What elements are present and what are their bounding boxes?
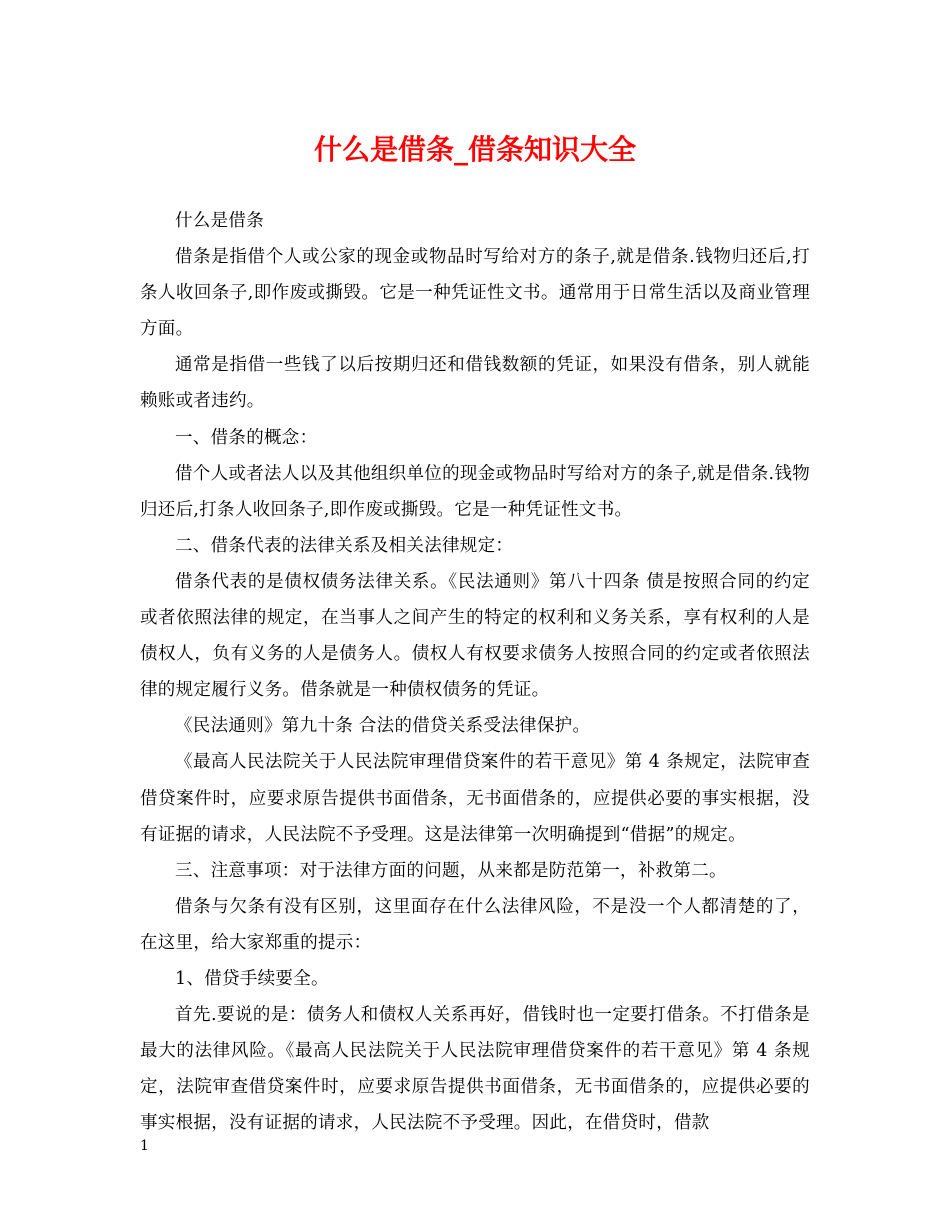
section-heading: 一、借条的概念： [175,427,318,448]
paragraph: 首先.要说的是：债务人和债权人关系再好，借钱时也一定要打借条。不打借条是最大的法律风险。《最高人民法院关于人民法院审理借贷案件的若干意见》第 4 条规定，法院审查借贷案件时，应要求原告提供书面借条，无书面借条的，应提供必要的事实根据，没有证据的请求，人民法院不予受理。因此，在借贷时，借款 [140,1005,810,1134]
page-number: 1 [140,1138,149,1154]
document-title: 什么是借条_借条知识大全 [313,133,636,166]
paragraph: 借条与欠条有没有区别，这里面存在什么法律风险，不是没一个人都清楚的了，在这里，给大家郑重的提示： [140,896,810,953]
paragraph: 《民法通则》第九十条 合法的借贷关系受法律保护。 [175,716,591,737]
paragraph: 《最高人民法院关于人民法院审理借贷案件的若干意见》第 4 条规定，法院审查借贷案件时，应要求原告提供书面借条，无书面借条的，应提供必要的事实根据，没有证据的请求，人民法院不予受理。这是法律第一次明确提到“借据”的规定。 [140,752,810,845]
paragraph: 借条代表的是债权债务法律关系。《民法通则》第八十四条 债是按照合同的约定或者依照法律的规定，在当事人之间产生的特定的权利和义务关系，享有权利的人是债权人，负有义务的人是债务人。债权人有权要求债务人按照合同的约定或者依照法律的规定履行义务。借条就是一种债权债务的凭证。 [140,571,810,701]
paragraph: 通常是指借一些钱了以后按期归还和借钱数额的凭证，如果没有借条，别人就能赖账或者违约。 [140,355,810,412]
list-item-heading: 1、借贷手续要全。 [175,968,329,989]
paragraph: 借个人或者法人以及其他组织单位的现金或物品时写给对方的条子,就是借条.钱物归还后,打条人收回条子,即作废或撕毁。它是一种凭证性文书。 [140,463,810,520]
paragraph: 什么是借条 [175,211,264,231]
section-heading: 二、借条代表的法律关系及相关法律规定： [175,535,514,556]
document-body [140,203,810,1141]
paragraph: 借条是指借个人或公家的现金或物品时写给对方的条子,就是借条.钱物归还后,打条人收回条子,即作废或撕毁。它是一种凭证性文书。通常用于日常生活以及商业管理方面。 [140,247,810,340]
section-heading: 三、注意事项：对于法律方面的问题，从来都是防范第一，补救第二。 [175,860,727,881]
